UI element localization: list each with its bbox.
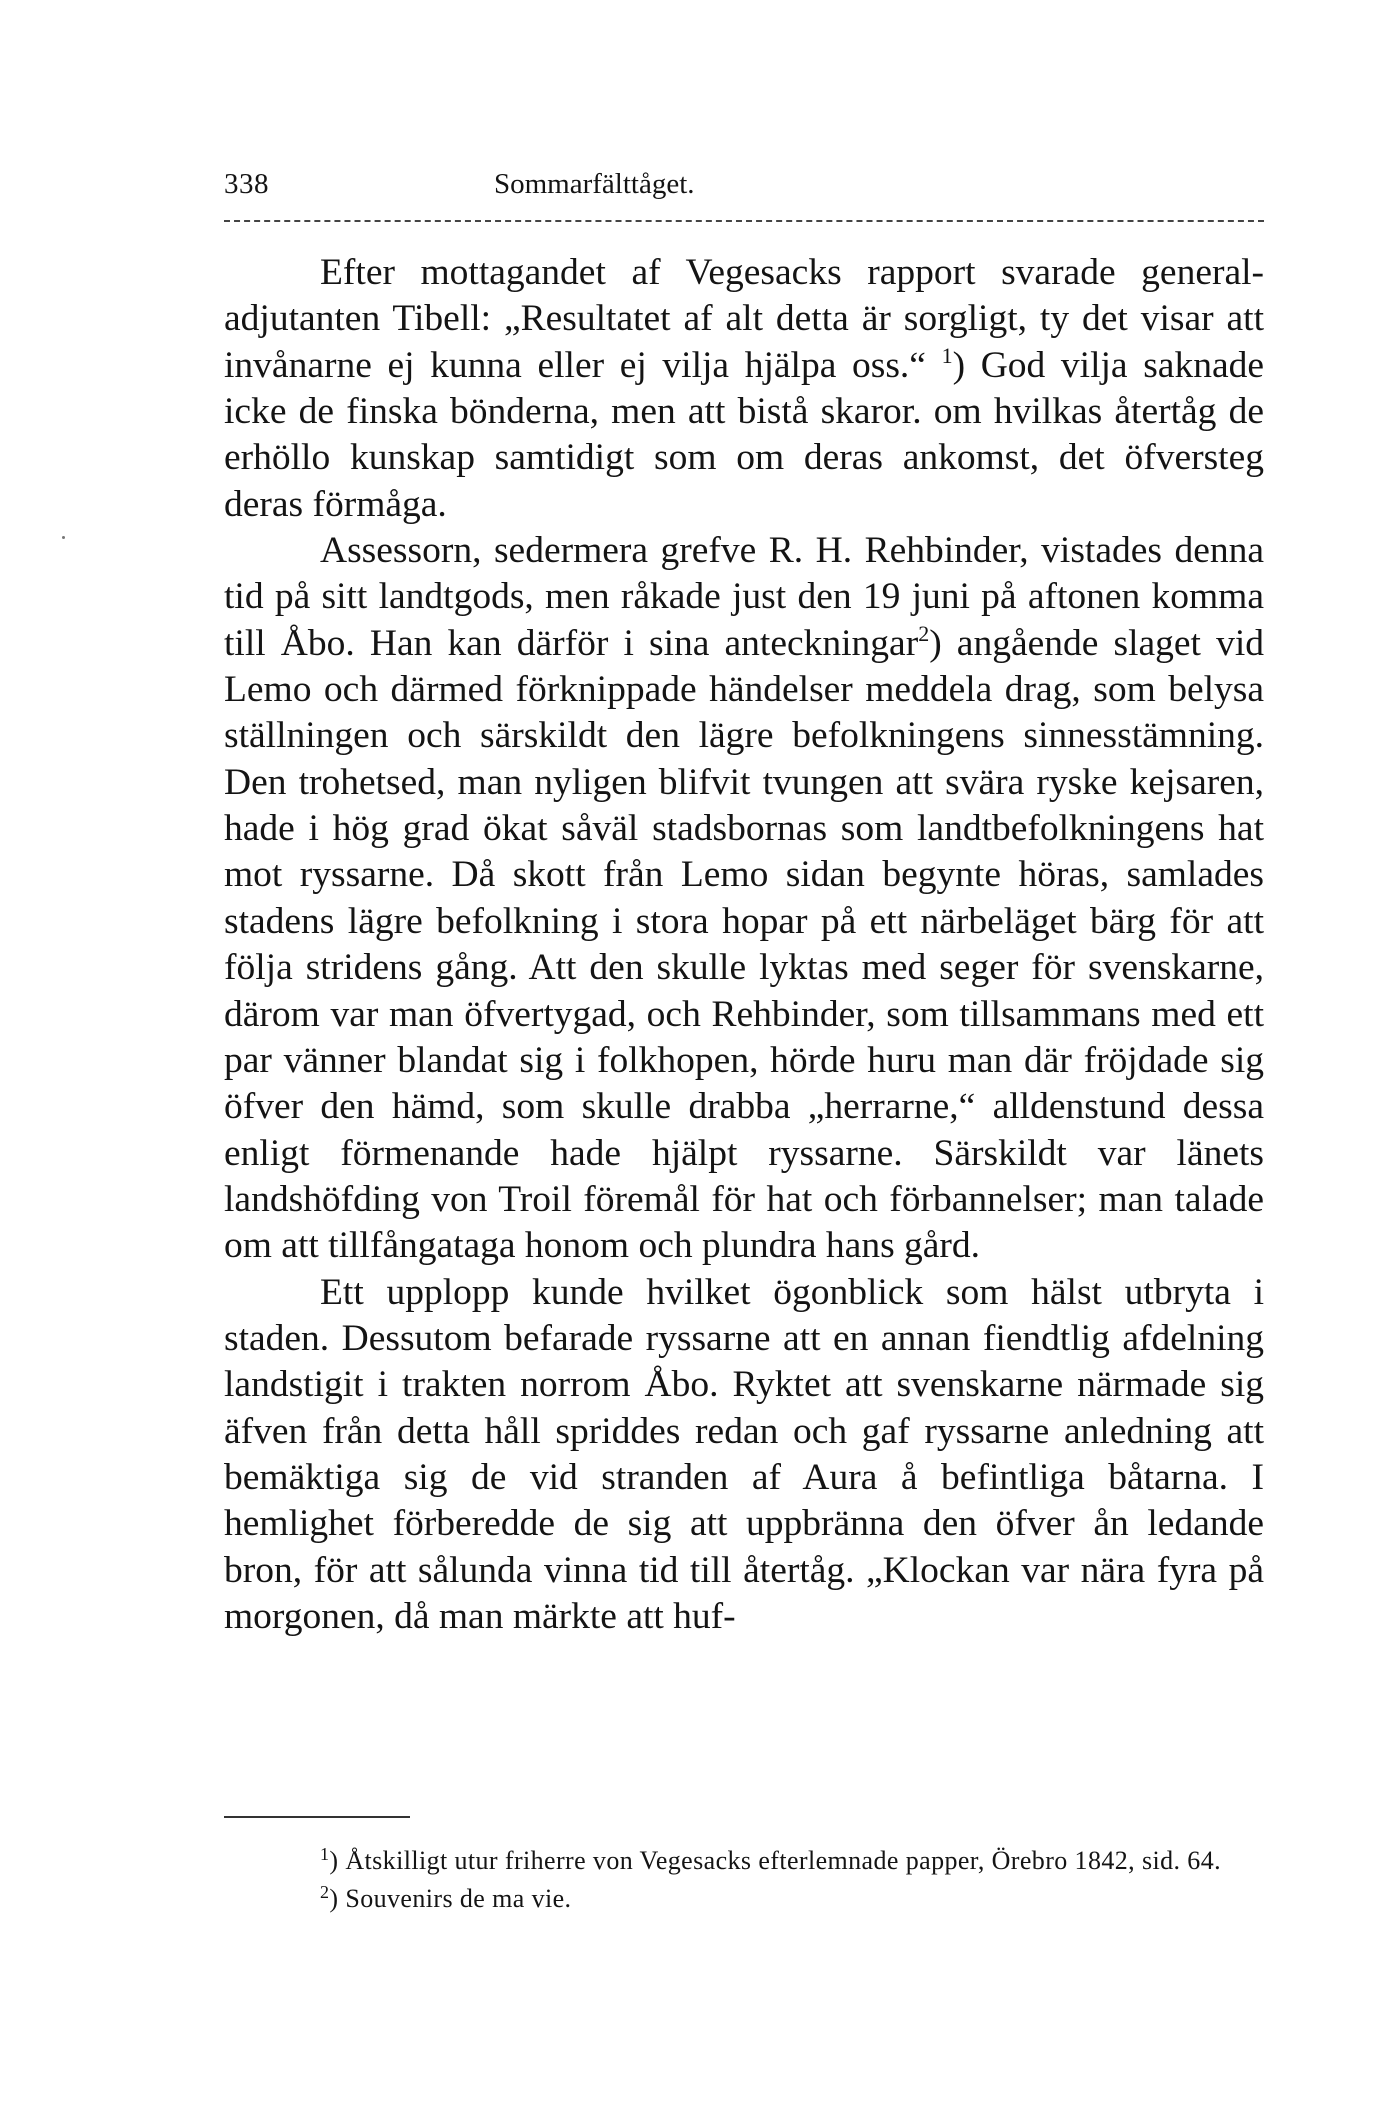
footnote-rule	[224, 1816, 410, 1818]
footnote-ref-2: 2	[918, 620, 930, 646]
paragraph-1	[224, 250, 1264, 528]
paragraph-3-text: Ett upplopp kunde hvilket ögonblick som hälst utbryta i staden. Dessutom befarade ryssarne att en annan fiendtlig afdelning landstigit i trakten norrom Åbo. Ryktet att svenskarne närmade sig äfven från detta håll spriddes redan och gaf ryssarne anledning att bemäktiga sig de vid stranden af Aura å befintliga båtarna. I hemlighet förberedde de sig att uppbränna den öfver ån ledande bron, för att sålunda vinna tid till återtåg. „Klockan var nära fyra på morgonen, då man märkte att huf-	[224, 1271, 1264, 1637]
footnotes	[224, 1842, 1264, 1918]
footnote-1-mark: 1	[320, 1844, 330, 1864]
margin-speck	[62, 536, 65, 539]
header-rule	[224, 220, 1264, 222]
page-number: 338	[224, 168, 269, 200]
footnote-2-text: ) Souvenirs de ma vie.	[329, 1884, 572, 1913]
paragraph-2-text-b: ) angående slaget vid Lemo och därmed förknippade händelser meddela drag, som belysa ställningen och särskildt den lägre befolkningens sinnesstämning. Den trohetsed, man nyligen blifvit tvungen att svära ryske kejsaren, hade i hög grad ökat såväl stadsbornas som landtbefolkningens hat mot ryssarne. Då skott från Lemo sidan begynte höras, samlades stadens lägre befolkning i stora hopar på ett närbeläget bärg för att följa stridens gång. Att den skulle lyktas med seger för svenskarne, därom var man öfvertygad, och Rehbinder, som tillsammans med ett par vänner blandat sig i folkhopen, hörde huru man där fröjdade sig öfver den hämd, som skulle drabba „herrarne,“ alldenstund dessa enligt förmenande hade hjälpt ryssarne. Särskildt var länets landshöfding von Troil föremål för hat och förbannelser; man talade om att tillfångataga honom och plundra hans gård.	[224, 622, 1265, 1267]
paragraph-1-text-b: ) God vilja saknade icke de finska bönderna, men att bistå skaror. om hvilkas återtåg de erhöllo kunskap samtidigt som om deras ankomst, det öfversteg deras förmåga.	[224, 344, 1264, 525]
paragraph-1-text-a: Efter mottagandet af Vegesacks rapport svarade general-adjutanten Tibell: „Resultatet af alt detta är sorgligt, ty det visar att invånarne ej kunna eller ej vilja hjälpa oss.“	[224, 252, 1264, 386]
body-text	[224, 250, 1264, 1640]
footnote-ref-1: 1	[941, 342, 953, 368]
page-header	[224, 168, 1264, 212]
footnote-2-mark: 2	[320, 1882, 330, 1902]
footnote-1-text: ) Åtskilligt utur friherre von Vegesacks efterlemnade papper, Örebro 1842, sid. 64.	[329, 1846, 1221, 1875]
paragraph-3	[224, 1270, 1264, 1641]
paragraph-2-text-a: Assessorn, sedermera grefve R. H. Rehbinder, vistades denna tid på sitt landtgods, men råkade just den 19 juni på aftonen komma till Åbo. Han kan därför i sina anteckningar	[224, 530, 1264, 664]
footnote-2	[224, 1880, 1264, 1918]
paragraph-2	[224, 528, 1264, 1270]
running-title: Sommarfälttåget.	[494, 168, 695, 200]
footnote-1	[224, 1842, 1264, 1880]
